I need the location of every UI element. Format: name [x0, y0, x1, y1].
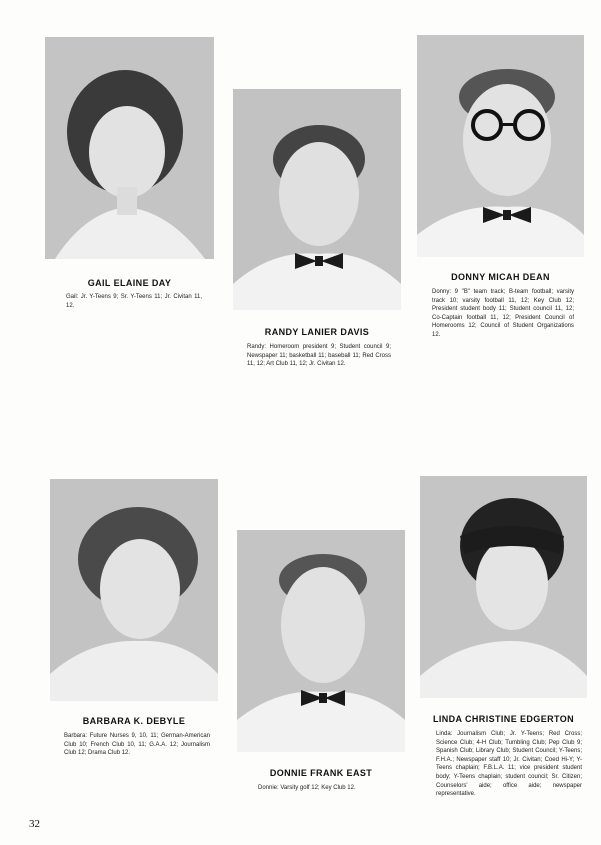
student-bio: Linda: Journalism Club; Jr. Y-Teens; Red Cross; Science Club; 4-H Club; Tumbling Club; Pep Club 9; Spanish Club; Library Club; Student Council; Y-Teens; F.H.A.; Newspaper staff 10; Jr. Civitan; Coed Hi-Y; Y-Teens chaplain; F.B.L.A. 11; vice president student body; Y-Teens chaplain; student council; Sr. Citizen; Counselors' aide; office aide; newspaper representative. — [436, 731, 582, 798]
student-bio: Donny: 9 "B" team track; B-team football; varsity track 10; varsity football 11, 12; Key Club 12; President student body 11; Student council 11, 12; Co-Captain football 11, 12; President Council of Homerooms 12; Council of Student Organizations 12. — [432, 289, 574, 338]
portrait-photo-donnie — [237, 530, 405, 752]
student-name: RANDY LANIER DAVIS — [264, 327, 370, 337]
student-name: GAIL ELAINE DAY — [87, 278, 172, 288]
portrait-photo-randy — [233, 89, 401, 310]
page-number: 32 — [29, 818, 40, 830]
portrait-photo-barbara — [50, 479, 218, 701]
student-name: DONNIE FRANK EAST — [269, 768, 373, 778]
student-bio: Barbara: Future Nurses 9, 10, 11; German-American Club 10; French Club 10, 11; G.A.A. 12; Journalism Club 12; Drama Club 12. — [64, 733, 210, 757]
student-bio: Randy: Homeroom president 9; Student council 9; Newspaper 11; basketball 11; baseball 11; Red Cross 11, 12; Art Club 11, 12; Jr. Civitan 12. — [247, 344, 391, 368]
portrait-photo-donny — [417, 35, 584, 257]
student-name: BARBARA K. DEBYLE — [82, 716, 186, 726]
student-bio: Donnie: Varsity golf 12; Key Club 12. — [258, 785, 356, 791]
portrait-photo-linda — [420, 476, 587, 698]
student-bio: Gail: Jr. Y-Teens 9; Sr. Y-Teens 11; Jr. Civitan 11, 12. — [66, 294, 202, 309]
portrait-photo-gail — [45, 37, 214, 259]
student-name: DONNY MICAH DEAN — [451, 272, 550, 282]
student-name: LINDA CHRISTINE EDGERTON — [432, 714, 575, 724]
